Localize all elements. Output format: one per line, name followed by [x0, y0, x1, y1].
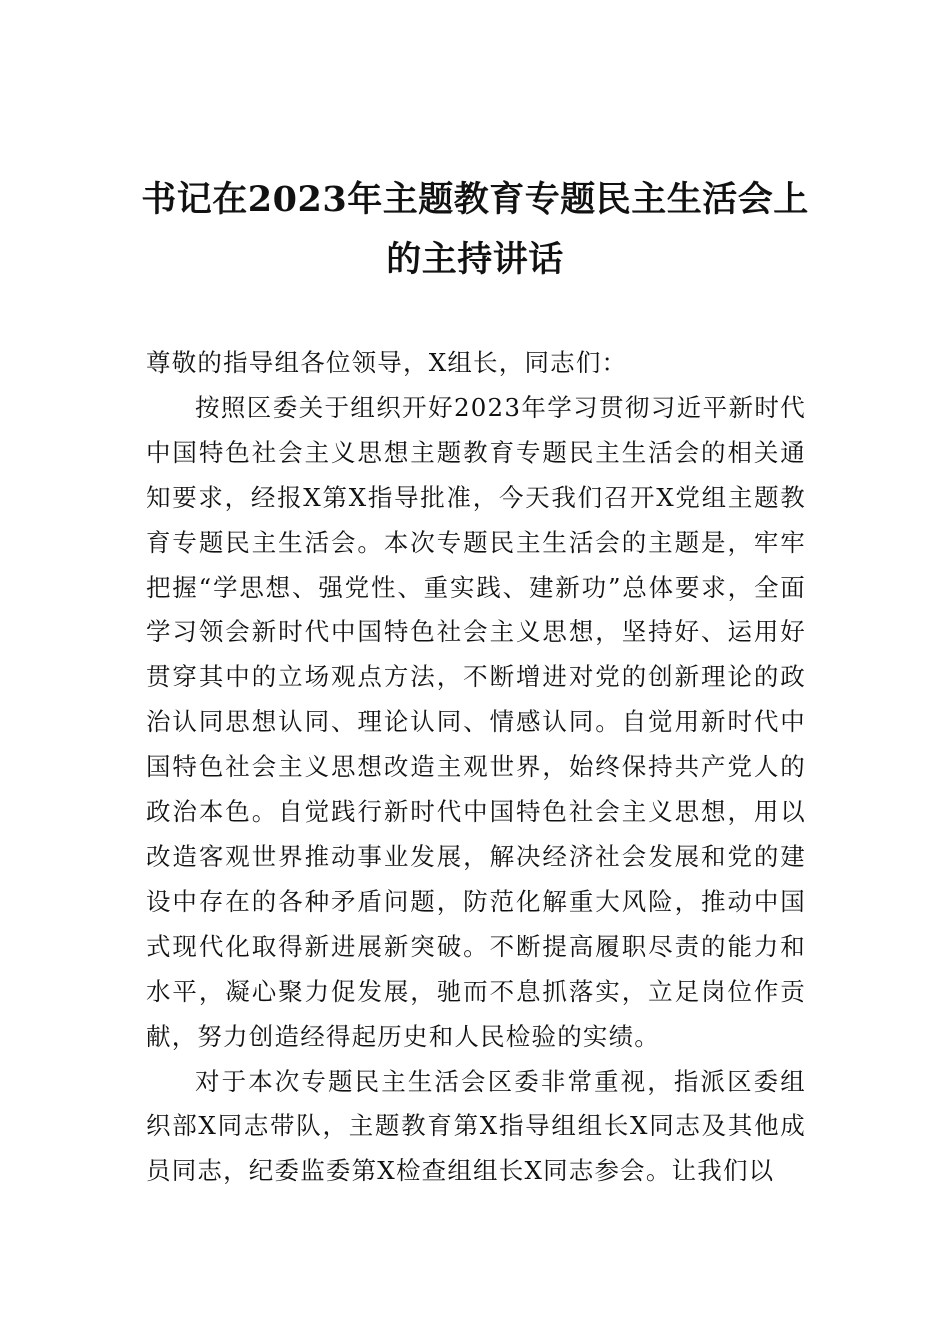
document-title	[120, 170, 830, 290]
title-line-2: 的主持讲话	[386, 239, 564, 280]
paragraph-1: 按照区委关于组织开好2023年学习贯彻习近平新时代中国特色社会主义思想主题教育专题民主生活会的相关通知要求，经报X第X指导批准，今天我们召开X党组主题教育专题民主生活会。本次专题民主生活会的主题是，牢牢把握“学思想、强党性、重实践、建新功”总体要求，全面学习领会新时代中国特色社会主义思想，坚持好、运用好贯穿其中的立场观点方法，不断增进对党的创新理论的政治认同思想认同、理论认同、情感认同。自觉用新时代中国特色社会主义思想改造主观世界，始终保持共产党人的政治本色。自觉践行新时代中国特色社会主义思想，用以改造客观世界推动事业发展，解决经济社会发展和党的建设中存在的各种矛盾问题，防范化解重大风险，推动中国式现代化取得新进展新突破。不断提高履职尽责的能力和水平，凝心聚力促发展，驰而不息抓落实，立足岗位作贡献，努力创造经得起历史和人民检验的实绩。	[146, 392, 806, 1051]
document-body	[146, 341, 806, 1194]
title-line-1: 书记在2023年主题教育专题民主生活会上	[141, 179, 809, 220]
salutation: 尊敬的指导组各位领导，X组长，同志们：	[146, 348, 628, 377]
paragraph-2: 对于本次专题民主生活会区委非常重视，指派区委组织部X同志带队，主题教育第X指导组组长X同志及其他成员同志，纪委监委第X检查组组长X同志参会。让我们以	[146, 1066, 806, 1186]
